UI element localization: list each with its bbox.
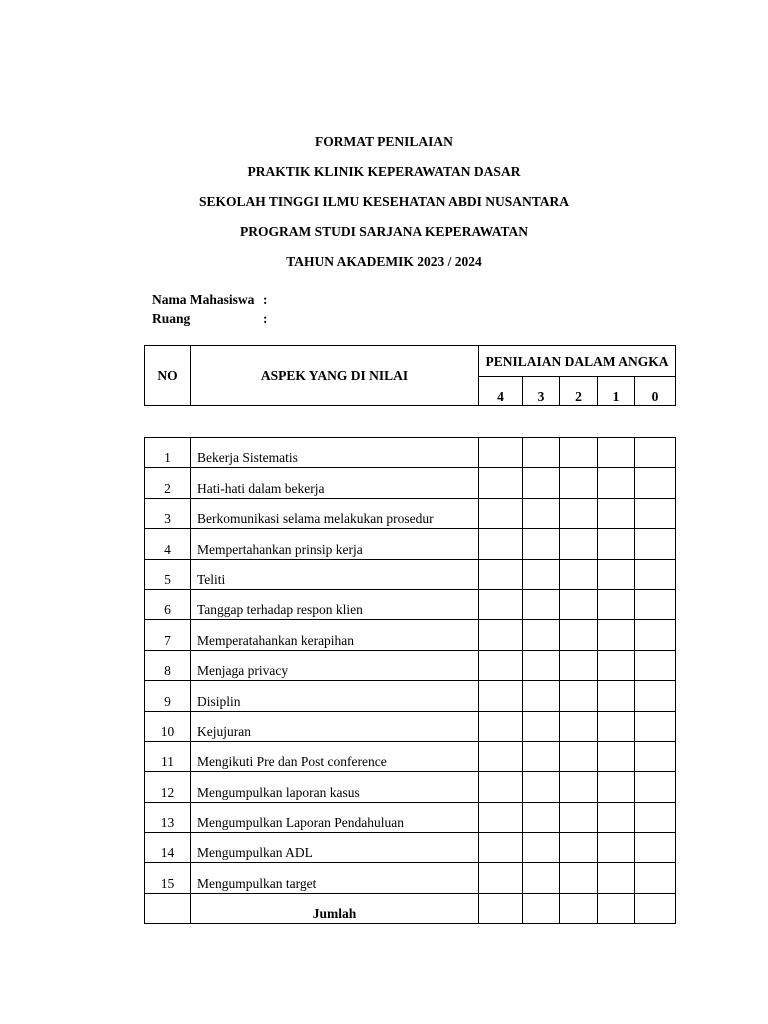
header-penilaian: PENILAIAN DALAM ANGKA [479, 346, 676, 377]
score-cell-3[interactable] [523, 559, 560, 589]
row-aspect: Mengumpulkan Laporan Pendahuluan [191, 802, 479, 832]
table-row [145, 681, 676, 711]
score-cell-3[interactable] [523, 681, 560, 711]
row-number: 14 [145, 833, 191, 863]
room-separator: : [263, 311, 268, 326]
score-cell-0[interactable] [635, 620, 676, 650]
score-cell-3[interactable] [523, 802, 560, 832]
score-cell-1[interactable] [598, 438, 635, 468]
score-cell-1[interactable] [598, 589, 635, 619]
row-aspect: Mengikuti Pre dan Post conference [191, 741, 479, 771]
score-cell-3[interactable] [523, 863, 560, 893]
total-score-cell-3[interactable] [523, 893, 560, 923]
row-number: 13 [145, 802, 191, 832]
score-cell-2[interactable] [560, 741, 598, 771]
score-cell-2[interactable] [560, 833, 598, 863]
score-cell-0[interactable] [635, 681, 676, 711]
score-cell-4[interactable] [479, 772, 523, 802]
row-number: 6 [145, 589, 191, 619]
row-aspect: Mengumpulkan ADL [191, 833, 479, 863]
score-cell-0[interactable] [635, 529, 676, 559]
room-field [152, 311, 268, 327]
table-row [145, 802, 676, 832]
score-cell-1[interactable] [598, 650, 635, 680]
score-cell-2[interactable] [560, 863, 598, 893]
score-cell-0[interactable] [635, 589, 676, 619]
table-row [145, 711, 676, 741]
score-header-2: 2 [560, 377, 598, 406]
total-no-cell [145, 893, 191, 923]
score-cell-4[interactable] [479, 802, 523, 832]
table-row [145, 468, 676, 498]
score-cell-2[interactable] [560, 529, 598, 559]
score-cell-2[interactable] [560, 559, 598, 589]
form-title: FORMAT PENILAIAN [315, 134, 453, 149]
row-aspect: Menjaga privacy [191, 650, 479, 680]
row-number: 1 [145, 438, 191, 468]
score-cell-1[interactable] [598, 468, 635, 498]
score-cell-1[interactable] [598, 529, 635, 559]
row-number: 9 [145, 681, 191, 711]
header-no: NO [145, 346, 191, 406]
score-cell-0[interactable] [635, 650, 676, 680]
score-header-4: 4 [479, 377, 523, 406]
score-cell-1[interactable] [598, 681, 635, 711]
row-number: 15 [145, 863, 191, 893]
row-number: 7 [145, 620, 191, 650]
score-cell-1[interactable] [598, 772, 635, 802]
table-row [145, 589, 676, 619]
total-score-cell-4[interactable] [479, 893, 523, 923]
score-cell-2[interactable] [560, 620, 598, 650]
table-row [145, 529, 676, 559]
student-name-separator: : [263, 292, 268, 307]
score-cell-4[interactable] [479, 741, 523, 771]
row-aspect: Tanggap terhadap respon klien [191, 589, 479, 619]
program-name: PROGRAM STUDI SARJANA KEPERAWATAN [240, 224, 528, 239]
table-row [145, 498, 676, 528]
assessment-rows [145, 438, 676, 924]
score-cell-0[interactable] [635, 468, 676, 498]
score-cell-1[interactable] [598, 559, 635, 589]
table-row [145, 741, 676, 771]
row-aspect: Disiplin [191, 681, 479, 711]
score-cell-2[interactable] [560, 498, 598, 528]
score-cell-0[interactable] [635, 802, 676, 832]
row-number: 3 [145, 498, 191, 528]
score-cell-4[interactable] [479, 681, 523, 711]
score-cell-4[interactable] [479, 559, 523, 589]
score-cell-1[interactable] [598, 802, 635, 832]
row-number: 4 [145, 529, 191, 559]
score-cell-3[interactable] [523, 620, 560, 650]
total-score-cell-0[interactable] [635, 893, 676, 923]
row-aspect: Teliti [191, 559, 479, 589]
row-aspect: Mempertahankan prinsip kerja [191, 529, 479, 559]
row-aspect: Mengumpulkan target [191, 863, 479, 893]
table-row [145, 559, 676, 589]
score-cell-3[interactable] [523, 438, 560, 468]
row-aspect: Mengumpulkan laporan kasus [191, 772, 479, 802]
row-aspect: Hati-hati dalam bekerja [191, 468, 479, 498]
score-cell-0[interactable] [635, 559, 676, 589]
score-cell-4[interactable] [479, 589, 523, 619]
score-cell-3[interactable] [523, 529, 560, 559]
score-cell-3[interactable] [523, 498, 560, 528]
score-cell-2[interactable] [560, 589, 598, 619]
table-row [145, 863, 676, 893]
score-cell-3[interactable] [523, 741, 560, 771]
score-cell-1[interactable] [598, 498, 635, 528]
score-cell-3[interactable] [523, 833, 560, 863]
score-cell-3[interactable] [523, 468, 560, 498]
score-cell-2[interactable] [560, 468, 598, 498]
score-cell-0[interactable] [635, 863, 676, 893]
row-number: 5 [145, 559, 191, 589]
score-cell-2[interactable] [560, 438, 598, 468]
total-row [145, 893, 676, 923]
score-cell-4[interactable] [479, 498, 523, 528]
row-number: 2 [145, 468, 191, 498]
score-cell-4[interactable] [479, 711, 523, 741]
table-row [145, 833, 676, 863]
score-cell-0[interactable] [635, 498, 676, 528]
score-cell-3[interactable] [523, 711, 560, 741]
score-cell-2[interactable] [560, 802, 598, 832]
row-aspect: Bekerja Sistematis [191, 438, 479, 468]
score-cell-0[interactable] [635, 438, 676, 468]
score-header-1: 1 [598, 377, 635, 406]
score-header-0: 0 [635, 377, 676, 406]
score-cell-4[interactable] [479, 468, 523, 498]
row-number: 10 [145, 711, 191, 741]
score-cell-0[interactable] [635, 711, 676, 741]
score-cell-1[interactable] [598, 620, 635, 650]
row-aspect: Kejujuran [191, 711, 479, 741]
score-cell-0[interactable] [635, 772, 676, 802]
score-cell-1[interactable] [598, 863, 635, 893]
row-number: 11 [145, 741, 191, 771]
row-aspect: Berkomunikasi selama melakukan prosedur [191, 498, 479, 528]
score-cell-0[interactable] [635, 741, 676, 771]
score-cell-1[interactable] [598, 833, 635, 863]
score-cell-4[interactable] [479, 650, 523, 680]
score-cell-4[interactable] [479, 833, 523, 863]
score-cell-2[interactable] [560, 772, 598, 802]
total-score-cell-2[interactable] [560, 893, 598, 923]
student-name-field [152, 292, 268, 308]
score-cell-4[interactable] [479, 863, 523, 893]
score-cell-4[interactable] [479, 529, 523, 559]
score-cell-2[interactable] [560, 650, 598, 680]
total-score-cell-1[interactable] [598, 893, 635, 923]
score-cell-3[interactable] [523, 650, 560, 680]
academic-year: TAHUN AKADEMIK 2023 / 2024 [286, 254, 482, 269]
table-row [145, 438, 676, 468]
row-number: 12 [145, 772, 191, 802]
row-number: 8 [145, 650, 191, 680]
table-row [145, 650, 676, 680]
score-cell-1[interactable] [598, 741, 635, 771]
total-label: Jumlah [191, 893, 479, 923]
score-cell-3[interactable] [523, 772, 560, 802]
institution-name: SEKOLAH TINGGI ILMU KESEHATAN ABDI NUSANTARA [199, 194, 569, 209]
header-aspek: ASPEK YANG DI NILAI [191, 346, 479, 406]
score-cell-4[interactable] [479, 438, 523, 468]
score-cell-4[interactable] [479, 620, 523, 650]
row-aspect: Memperatahankan kerapihan [191, 620, 479, 650]
score-cell-1[interactable] [598, 711, 635, 741]
room-label: Ruang [152, 311, 191, 326]
score-cell-3[interactable] [523, 589, 560, 619]
score-cell-0[interactable] [635, 833, 676, 863]
assessment-header-table [144, 345, 676, 406]
table-row [145, 772, 676, 802]
table-row [145, 620, 676, 650]
course-title: PRAKTIK KLINIK KEPERAWATAN DASAR [247, 164, 521, 179]
score-header-3: 3 [523, 377, 560, 406]
score-cell-2[interactable] [560, 681, 598, 711]
assessment-items-table [144, 437, 676, 924]
score-cell-2[interactable] [560, 711, 598, 741]
student-name-label: Nama Mahasiswa [152, 292, 255, 307]
